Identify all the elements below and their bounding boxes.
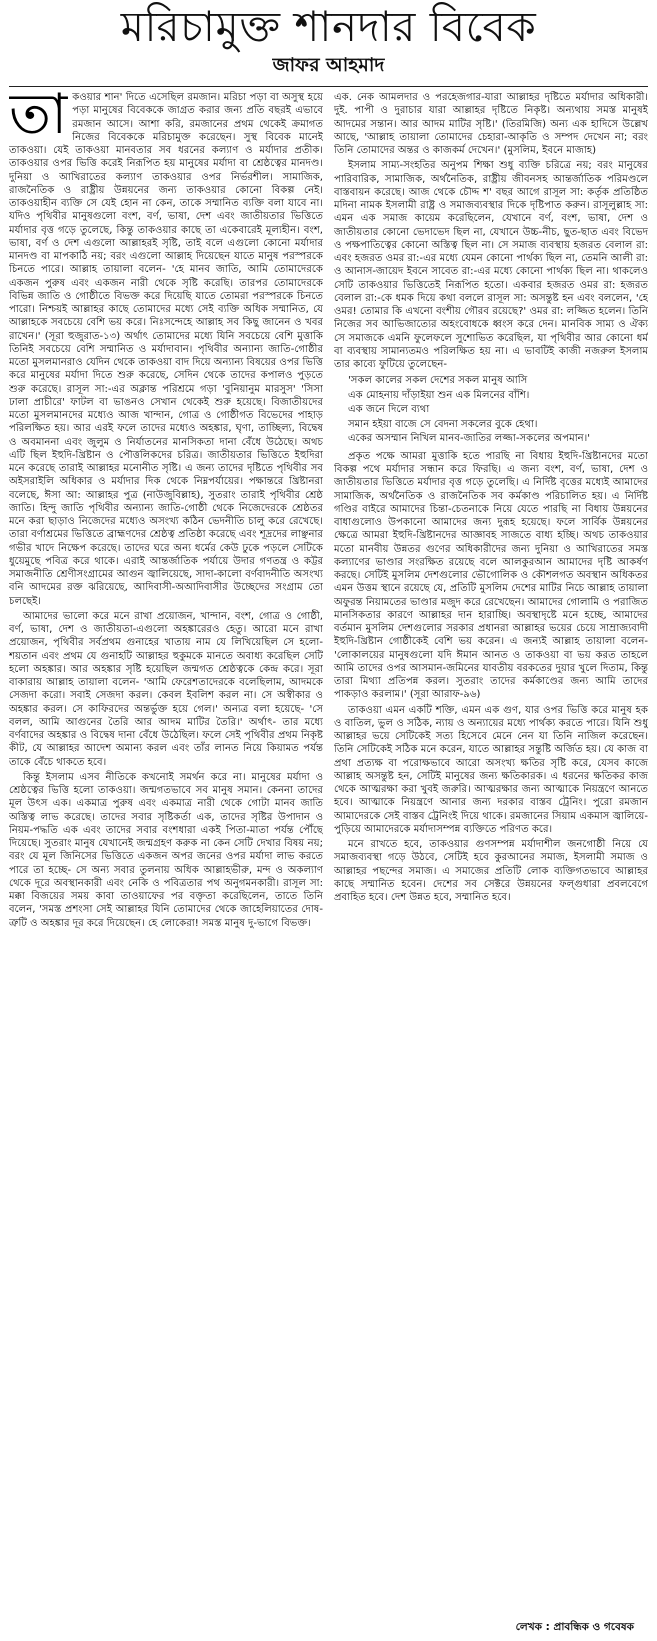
paragraph: এক. নেক আমলদার ও পরহেজগার-যারা আল্লাহর দৃষ্টিতে মর্যাদার অধিকারী। দুই. পাপী ও দুরাচার যারা আল্লাহর দৃষ্টিতে নিকৃষ্ট। অন্যথায় সমস্ত মানুষই আদমের সন্তান। আর আদম মাটির সৃষ্টি।' (তিরমিজি) অন্য এক হাদিসে উল্লেখ আছে, 'আল্লাহ তায়ালা তোমাদের চেহারা-আকৃতি ও সম্পদ দেখেন না; বরং তিনি তোমাদের অন্তর ও কাজকর্ম দেখেন।' (মুসলিম, ইবনে মাজাহ) [334,92,648,156]
article-columns [9,91,648,1639]
poem-line: এক জনে দিলে ব্যথা [348,404,430,416]
byline: জাফর আহমাদ [9,52,648,87]
poem-line: একের অসম্মান নিখিল মানব-জাতির লজ্জা-সকলের অপমান।' [348,433,591,445]
dropcap: তা [9,91,68,147]
right-column [334,91,648,1639]
paragraph: তাকওয়া এমন একটি শক্তি, এমন এক গুণ, যার ওপর ভিত্তি করে মানুষ হক ও বাতিল, ভুল ও সঠিক, ন্যায় ও অন্যায়ের মধ্যে পার্থক্য করতে পারে। যিনি শুধু আল্লাহর ভয়ে সেটিকেই সত্য হিসেবে মেনে নেন যা তিনি নাজিল করেছেন। তিনি সেটিকেই সঠিক মনে করেন, যাতে আল্লাহর সন্তুষ্টি অর্জিত হয়। যে কাজ বা প্রথা প্রত্যক্ষ বা পরোক্ষভাবে আরো অসংখ্য ক্ষতির সৃষ্টি করে, যেসব কাজে আল্লাহ অসন্তুষ্ট হন, সেটিই মানুষের জন্য ক্ষতিকারক। এ ধরনের ক্ষতিকর কাজ থেকে আত্মরক্ষা করা খুবই জরুরি। আত্মরক্ষার জন্য আত্মাকে নিয়ন্ত্রণে আনতে হবে। আত্মাকে নিয়ন্ত্রণে আনার জন্য দরকার বাস্তব ট্রেনিং। পুরো রমজান আমাদেরকে সেই বাস্তব ট্রেনিংই দিয়ে থাকে। রমজানের সিয়াম একমাস জ্বালিয়ে-পুড়িয়ে আমাদেরকে মর্যাদাসম্পন্ন ব্যক্তিতে পরিণত করে। [334,704,648,835]
headline: মরিচামুক্ত শানদার বিবেক [120,2,537,51]
poem-quote [348,374,648,447]
poem-line: এক মোহনায় দাঁড়াইয়া শুন এক মিলনের বাঁশি। [348,389,530,401]
poem-line: সমান হইয়া বাজে সে বেদনা সকলের বুকে হেথা। [348,418,538,430]
paragraph: ইসলাম সাম্য-সংহতির অনুপম শিক্ষা শুধু ব্যক্তি চরিত্রে নয়; বরং মানুষের পারিবারিক, সামাজিক, অর্থনৈতিক, রাষ্ট্রীয় জীবনসহ আন্তর্জাতিক পরিমণ্ডলে বাস্তবায়ন করেছে। আজ থেকে চৌদ্দ শ' বছর আগে রাসূল সা: কর্তৃক প্রতিষ্ঠিত মদিনা নামক ইসলামী রাষ্ট্র ও সমাজব্যবস্থার দিকে দৃষ্টিপাত করুন। রাসূলুল্লাহ সা: এমন এক সমাজ কায়েম করেছিলেন, যেখানে বর্ণ, বংশ, ভাষা, দেশ ও জাতীয়তার কোনো ভেদাভেদ ছিল না, যেখানে উচ্চ-নীচ, ছুত-ছাত এবং বিভেদ ও পক্ষপাতিত্বের কোনো অস্তিত্ব ছিল না। সে সমাজ ব্যবস্থায় হজরত বেলাল রা: এবং হজরত ওমর রা:-এর মধ্যে যেমন কোনো পার্থক্য ছিল না, তেমনি আলী রা: ও আনাস-জায়েদ ইবনে সাবেত রা:-এর মধ্যে কোনো পার্থক্য ছিল না। থাকলেও সেটি তাকওয়ার ভিত্তিতেই নিরূপিত হতো। একবার হজরত ওমর রা: হজরত বেলাল রা:-কে ধমক দিয়ে কথা বললে রাসূল সা: অসন্তুষ্ট হন এবং বললেন, 'হে ওমর! তোমার কি এখনো বংশীয় গৌরব রয়েছে?' ওমর রা: লজ্জিত হলেন। তিনি নিজের সব আভিজাত্যের অহংবোধকে ধ্বংস করে দেন। মানবিক সাম্য ও ঐক্য সে সমাজকে এমনি ফুলেফলে সুশোভিত করেছিল, যা পৃথিবীর আর কোনো ধর্ম বা ব্যবস্থায় সামান্যতমও পরিলক্ষিত হয় না। এ ভাবটিই কাজী নজরুল ইসলাম তার কাব্যে ফুটিয়ে তুলেছেন- [334,160,648,370]
author-note: লেখক : প্রাবন্ধিক ও গবেষক [515,1621,634,1633]
poem-line: 'সকল কালের সকল দেশের সকল মানুষ আসি [348,375,528,387]
paragraph [9,91,323,608]
left-column [9,91,323,1639]
paragraph: প্রকৃত পক্ষে আমরা মুত্তাকি হতে পারছি না বিধায় ইহুদি-খ্রিষ্টানদের মতো বিকল্প পথে মর্যাদার সন্ধান করে ফিরছি। এ জন্য বংশ, বর্ণ, ভাষা, দেশ ও জাতীয়তার ভিত্তিতে মর্যাদার বৃত্ত গড়ে তুলেছি। এ নির্দিষ্ট বৃত্তের মধ্যেই আমাদের সামাজিক, অর্থনৈতিক ও রাজনৈতিক সব কর্মকাণ্ড পরিচালিত হয়। এ নির্দিষ্ট গণ্ডির বাইরে আমাদের চিন্তা-চেতনাকে নিয়ে যেতে পারছি না বিধায় উন্নয়নের বাধাগুলোও উপকানো আমাদের জন্য দুরূহ হয়েছে। ফলে সার্বিক উন্নয়নের ক্ষেত্রে আমরা ইহুদি-খ্রিষ্টানদের আজ্ঞাবহ সাজতে বাধ্য হচ্ছি। অথচ তাকওয়ার মতো মানবীয় উন্নতর গুণের অধিকারীদের জন্য দুনিয়া ও আখিরাতের সমস্ত কল্যাণের ভাণ্ডার সংরক্ষিত রয়েছে বলে আলকুরআন আমাদের দৃষ্টি আকর্ষণ করছে। সেটিই মুসলিম দেশগুলোর ভৌগোলিক ও কৌশলগত অবস্থান অধিকতর এমন উত্তম স্থানে রয়েছে যে, প্রতিটি মুসলিম দেশের মাটির নিচে আল্লাহ তায়ালা অফুরন্ত নিয়ামতের ভাণ্ডার মজুদ করে রেখেছেন। আমাদের গোলামি ও পরাজিত মানসিকতার কারণে আল্লাহর দান হারাচ্ছি। অবস্থাদৃষ্টে মনে হচ্ছে, আমাদের বর্তমান মুসলিম দেশগুলোর সরকার প্রধানরা আল্লাহর ভয়ের চেয়ে সাম্রাজ্যবাদী ইহুদি-খ্রিষ্টান গোষ্ঠীকেই বেশি ভয় করেন। এ জন্যই আল্লাহ তায়ালা বলেন-'লোকালয়ের মানুষগুলো যদি ঈমান আনত ও তাকওয়া বা ভয় করত তাহলে আমি তাদের ওপর আসমান-জমিনের যাবতীয় বরকতের দুয়ার খুলে দিতাম, কিন্তু তারা মিথ্যা প্রতিপন্ন করল। সুতরাং তাদের কর্মকাণ্ডের জন্য আমি তাদের পাকড়াও করলাম।' (সূরা আরাফ-৯৬) [334,450,648,701]
paragraph: আমাদের ভালো করে মনে রাখা প্রয়োজন, খান্দান, বংশ, গোত্র ও গোষ্ঠী, বর্ণ, ভাষা, দেশ ও জাতীয়তা-এগুলো অহঙ্কারেরও হেতু। আরো মনে রাখা প্রয়োজন, পৃথিবীর সর্বপ্রথম গুনাহের খাতায় নাম যে লিখিয়েছিল সে হলো- শয়তান এবং প্রথম যে গুনাহটি আল্লাহর হুকুমকে মানতে অবাধ্য করেছিল সেটি হলো অহঙ্কার। আর অহঙ্কার সৃষ্টি হয়েছিল জন্মগত শ্রেষ্ঠত্বকে কেন্দ্র করে। সূরা বাকারায় আল্লাহ তায়ালা বলেন- 'আমি ফেরেশতাদেরকে বলেছিলাম, আদমকে সেজদা করো। সবাই সেজদা করল। কেবল ইবলিশ করল না। সে অস্বীকার ও অহঙ্কার করল। সে কাফিরদের অন্তর্ভুক্ত হয়ে গেল।' অন্যত্র বলা হয়েছে- 'সে বলল, আমি আগুনের তৈরি আর আদম মাটির তৈরি।' অর্থাৎ- তার মধ্যে বর্ণবাদের অহঙ্কার ও বিদ্বেষ দানা বেঁধে উঠেছিল। ফলে সেই পৃথিবীর প্রথম নিকৃষ্ট কীট, যে আল্লাহর আদেশ অমান্য করল এবং তাঁর লানত নিয়ে কিয়ামত পর্যন্ত তাকে বেঁচে থাকতে হবে। [9,610,323,768]
paragraph-text: কওয়ার শান' দিতে এসেছিল রমজান। মরিচা পড়া বা অসুস্থ হয়ে পড়া মানুষের বিবেককে জাগ্রত করার জন্য প্রতি বছরই এভাবে রমজান আসে। আশা করি, রমজানের প্রথম থেকেই ক্রমাগত নিজের বিবেককে মরিচামুক্ত করেছেন। সুস্থ বিবেক মানেই তাকওয়া। যেই তাকওয়া মানবতার সব ধরনের কল্যাণ ও মর্যাদার প্রতীক। তাকওয়ার ওপর ভিত্তি করেই নিরূপিত হয় মানুষের মর্যাদা বা শ্রেষ্ঠত্বের মানদণ্ড। দুনিয়া ও আখিরাতের কল্যাণ তাকওয়ার ওপর নির্ভরশীল। সামাজিক, রাজনৈতিক ও রাষ্ট্রীয় উন্নয়নের জন্য তাকওয়ার কোনো বিকল্প নেই। তাকওয়াহীন ব্যক্তি সে যেই হোন না কেন, তাকে সম্মানিত ব্যক্তি বলা যাবে না। যদিও পৃথিবীর মানুষগুলো বংশ, বর্ণ, ভাষা, দেশ এবং জাতীয়তার ভিত্তিতে মর্যাদার বৃত্ত গড়ে তুলেছে, কিন্তু তাকওয়ার কাছে তা একেবারেই মূল্যহীন। বংশ, ভাষা, বর্ণ ও দেশ এগুলো আল্লাহরই সৃষ্টি, তাই বলে এগুলো কোনো মর্যাদার মানদণ্ড বা মাপকাঠি নয়; বরং এগুলো আল্লাহ দিয়েছেন যাতে মানুষ পরস্পরকে চিনতে পারে। আল্লাহ তায়ালা বলেন- 'হে মানব জাতি, আমি তোমাদেরকে একজন পুরুষ এবং একজন নারী থেকে সৃষ্টি করেছি। তারপর তোমাদেরকে বিভিন্ন জাতি ও গোষ্ঠীতে বিভক্ত করে দিয়েছি যাতে তোমরা পরস্পরকে চিনতে পারো। নিশ্চয়ই আল্লাহর কাছে তোমাদের মধ্যে সেই ব্যক্তি অধিক সম্মানিত, যে আল্লাহকে সবচেয়ে বেশি ভয় করে। নিঃসন্দেহে আল্লাহ সব কিছু জানেন ও খবর রাখেন।' (সূরা হুজুরাত-১৩) অর্থাৎ তোমাদের মধ্যে যিনি সবচেয়ে বেশি মুত্তাকি তিনিই সবচেয়ে বেশি সম্মানিত ও মর্যাদাবান। পৃথিবীর অন্যান্য জাতি-গোষ্ঠীর মতো মুসলমানরাও যেদিন থেকে তাকওয়া বাদ দিয়ে অন্যান্য বিষয়ের ওপর ভিত্তি করে মানুষের মর্যাদা দিতে শুরু করেছে, সেদিন থেকে তাদের কপালও পুড়তে শুরু করেছে। রাসূল সা:-এর অক্লান্ত পরিশ্রমে গড়া 'বুনিয়ানুম মারসুস' 'সিসা ঢালা প্রাচীরে' ফাটল বা ভাঙনও সেখান থেকেই শুরু হয়েছে। বিজাতীয়দের মতো মুসলমানদের মধ্যেও আজ খান্দান, গোত্র ও গোষ্ঠীগত বিভেদের পাহাড় পরিলক্ষিত হয়। আর এরই ফলে তাদের মধ্যেও অহঙ্কার, ঘৃণা, তাচ্ছিল্য, বিদ্বেষ ও অবমাননা এবং জুলুম ও নির্যাতনের মানসিকতা দানা বেঁধে উঠেছে। অথচ এটি ছিল ইহুদি-খ্রিষ্টান ও পৌত্তলিকদের চরিত্র। জাতীয়তার ভিত্তিতে ইহুদিরা মনে করেছে তারাই আল্লাহর মনোনীত সৃষ্টি। এ জন্য তাদের দৃষ্টিতে পৃথিবীর সব অইসরাইলি অধিকার ও মর্যাদার দিক থেকে নিম্নপর্যায়ের। পক্ষান্তরে খ্রিষ্টানরা বলেছে, ঈসা আ: আল্লাহর পুত্র (নাউজুবিল্লাহ), সুতরাং তারাই পৃথিবীর শ্রেষ্ঠ জাতি। হিন্দু জাতি পৃথিবীর অন্যান্য জাতি-গোষ্ঠী থেকে নিজেদেরকে শ্রেষ্ঠতর মনে করা ছাড়াও নিজেদের মধ্যেও অসংখ্য কঠিন ভেদনীতি চালু করে রেখেছে। তারা বর্ণাশ্রমের ভিত্তিতে ব্রাহ্মণদের শ্রেষ্ঠত্ব প্রতিষ্ঠা করেছে এবং শূদ্রদের লাঞ্ছনার গভীর খাদে নিক্ষেপ করেছে। তাদের ঘরে অন্য ধর্মের কেউ ঢুকে পড়লে সেটিকে ধুয়েমুছে পবিত্র করে থাকে। এরাই আন্তর্জাতিক পর্যায়ে উদার গণতন্ত্র ও কট্টর সমাজনীতি শ্রেণীসংগ্রামের আগুন জ্বালিয়েছে, সাদা-কালো বর্ণবাদনীতি অসংখ্য বনি আদমের রক্ত ঝরিয়েছে, আদিবাসী-অআদিবাসীর উচ্ছেদের সংগ্রাম তো চলছেই। [9,92,323,607]
paragraph: মনে রাখতে হবে, তাকওয়ার গুণসম্পন্ন মর্যাদাশীল জনগোষ্ঠী নিয়ে যে সমাজব্যবস্থা গড়ে উঠবে, সেটিই হবে কুরআনের সমাজ, ইসলামী সমাজ ও আল্লাহর পছন্দের সমাজ। এ সমাজের প্রতিটি লোক ব্যক্তিগতভাবে আল্লাহর কাছে সম্মানিত হবেন। দেশের সব সেক্টরে উন্নয়নের ফল্গুধারা প্রবলবেগে প্রবাহিত হবে। দেশ উন্নত হবে, সম্মানিত হবে। [334,839,648,903]
paragraph: কিন্তু ইসলাম এসব নীতিকে কখনোই সমর্থন করে না। মানুষের মর্যাদা ও শ্রেষ্ঠত্বের ভিত্তি হলো তাকওয়া। জন্মগতভাবে সব মানুষ সমান। কেননা তাদের মূল উৎস এক। একমাত্র পুরুষ এবং একমাত্র নারী থেকে গোটা মানব জাতি অস্তিত্ব লাভ করেছে। তাদের সবার সৃষ্টিকর্তা এক, তাদের সৃষ্টির উপাদান ও নিয়ম-পদ্ধতি এক এবং তাদের সবার বংশধারা একই পিতা-মাতা পর্যন্ত পৌঁছে দিয়েছে। সুতরাং মানুষ যেখানেই জন্মগ্রহণ করুক না কেন সেটি দেখার বিষয় নয়; বরং যে মূল জিনিসের ভিত্তিতে একজন অপর জনের ওপর মর্যাদা লাভ করতে পারে তা হচ্ছে- সে অন্য সবার তুলনায় অধিক আল্লাহভীরু, মন্দ ও অকল্যাণ থেকে দূরে অবস্থানকারী এবং নেকি ও পবিত্রতার পথ অনুগমনকারী। রাসূল সা: মক্কা বিজয়ের সময় কাবা তাওয়াফের পর বক্তৃতা করেছিলেন, তাতে তিনি বলেন, 'সমস্ত প্রশংসা সেই আল্লাহর যিনি তোমাদের থেকে জাহেলিয়াতের দোষ-ত্রুটি ও অহঙ্কার দূর করে দিয়েছেন। হে লোকেরা! সমস্ত মানুষ দু-ভাগে বিভক্ত। [9,771,323,929]
